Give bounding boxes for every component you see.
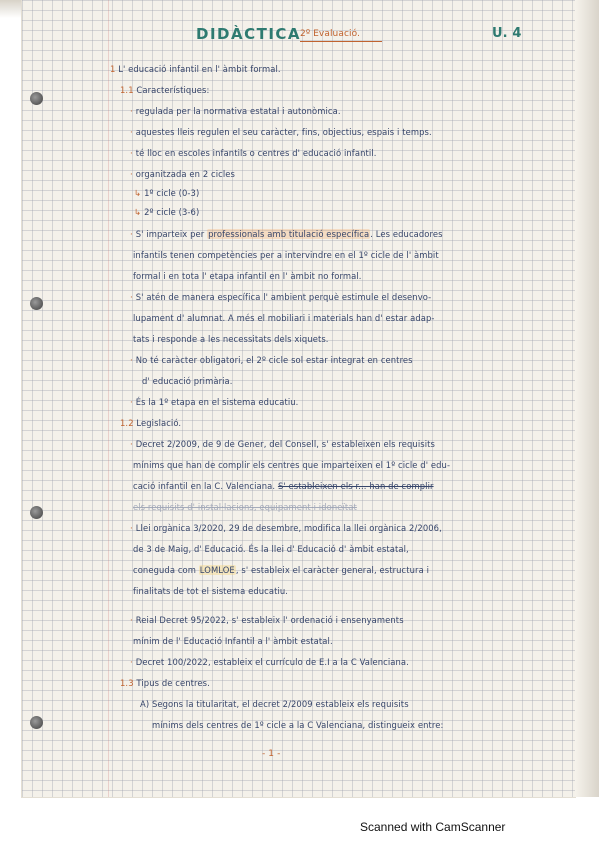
binder-hole-icon	[30, 92, 43, 105]
binder-hole-icon	[30, 297, 43, 310]
list-item-continuation: cació infantil en la C. Valenciana. S' estableixen els r... han de complir	[133, 481, 434, 491]
list-item: · regulada per la normativa estatal i autonòmica.	[130, 106, 341, 116]
list-item-continuation: mínim de l' Educació Infantil a l' àmbit estatal.	[133, 636, 333, 646]
list-item-continuation: d' educació primària.	[142, 376, 233, 386]
list-item: · S' imparteix per professionals amb titulació específica. Les educadores	[130, 229, 443, 239]
page-edge	[575, 0, 599, 797]
list-item-continuation: formal i en tota l' etapa infantil en l' àmbit no formal.	[133, 271, 362, 281]
binder-hole-icon	[30, 716, 43, 729]
list-item: · té lloc en escoles infantils o centres d' educació infantil.	[130, 148, 377, 158]
page-number: - 1 -	[262, 749, 281, 759]
unit-label: U. 4	[492, 26, 522, 41]
margin-line	[108, 0, 109, 797]
subsection-heading: 1.2 Legislació.	[120, 418, 182, 428]
notebook-page	[22, 0, 575, 797]
paragraph-line: mínims dels centres de 1º cicle a la C Valenciana, distingueix entre:	[152, 720, 444, 730]
list-item: · Reial Decret 95/2022, s' estableix l' ordenació i ensenyaments	[130, 615, 404, 625]
list-item-continuation: tats i responde a les necessitats dels xiquets.	[133, 334, 329, 344]
list-item: · S' atén de manera específica l' ambient perquè estimule el desenvo-	[130, 292, 432, 302]
subsection-heading: 1.1 Característiques:	[120, 85, 210, 95]
list-item: · organitzada en 2 cicles	[130, 169, 235, 179]
page-title: DIDÀCTICA	[196, 25, 302, 43]
binder-hole-icon	[30, 506, 43, 519]
list-item: · És la 1º etapa en el sistema educatiu.	[130, 397, 299, 407]
list-item: · Decret 2/2009, de 9 de Gener, del Consell, s' estableixen els requisits	[130, 439, 435, 449]
list-item: · No té caràcter obligatori, el 2º cicle sol estar integrat en centres	[130, 355, 413, 365]
list-item-continuation: infantils tenen competències per a intervindre en el 1º cicle de l' àmbit	[133, 250, 439, 260]
list-item-continuation: lupament d' alumnat. A més el mobiliari i materials han d' estar adap-	[133, 313, 435, 323]
paragraph-line: A) Segons la titularitat, el decret 2/2009 estableix els requisits	[140, 699, 409, 709]
list-item: · Llei orgànica 3/2020, 29 de desembre, modifica la llei orgànica 2/2006,	[130, 523, 442, 533]
subsection-heading: 1.3 Tipus de centres.	[120, 678, 210, 688]
struck-text: els requisits d' instal·lacions, equipament i idoneïtat	[133, 502, 357, 512]
page-subtitle: 2º Evaluació.	[300, 29, 361, 39]
list-item-continuation: mínims que han de complir els centres que imparteixen el 1º cicle d' edu-	[133, 460, 451, 470]
list-item-continuation: coneguda com LOMLOE, s' estableix el caràcter general, estructura i	[133, 565, 430, 575]
list-item-continuation: finalitats de tot el sistema educatiu.	[133, 586, 289, 596]
scanner-watermark: Scanned with CamScanner	[360, 820, 506, 834]
list-item-continuation: de 3 de Maig, d' Educació. És la llei d' Educació d' àmbit estatal,	[133, 544, 409, 554]
subtitle-underline	[300, 41, 382, 42]
list-item: · Decret 100/2022, estableix el currículo de E.I a la C Valenciana.	[130, 657, 409, 667]
list-subitem: ↳ 2º cicle (3-6)	[134, 207, 200, 217]
section-heading: 1 L' educació infantil en l' àmbit formal.	[110, 64, 281, 74]
list-item: · aquestes lleis regulen el seu caràcter, fins, objectius, espais i temps.	[130, 127, 432, 137]
list-subitem: ↳ 1º cicle (0-3)	[134, 188, 200, 198]
